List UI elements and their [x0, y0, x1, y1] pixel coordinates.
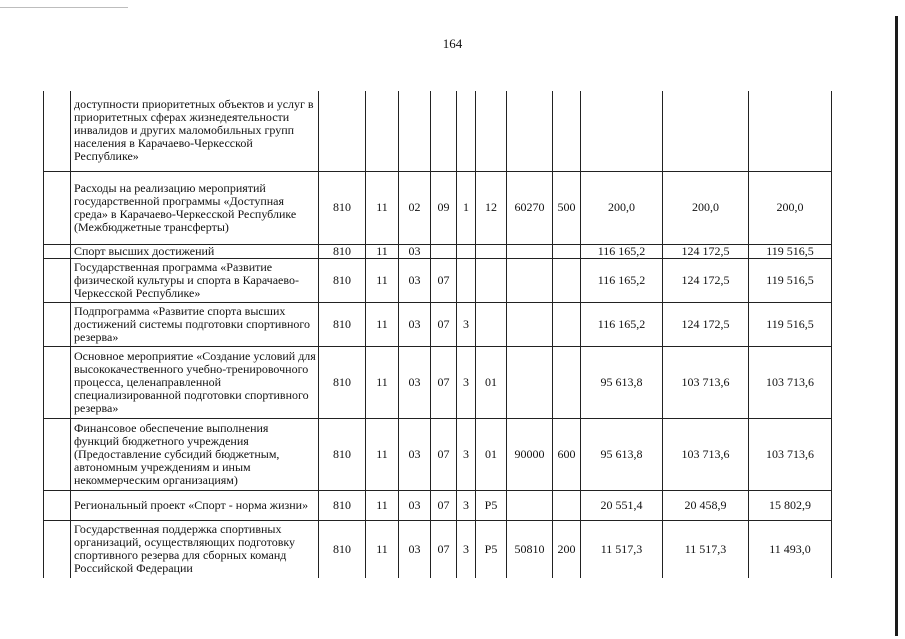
- amount-year-3-cell: 11 493,0: [749, 520, 832, 578]
- scan-artifact-line: [0, 7, 128, 8]
- section-code-cell: 11: [366, 244, 399, 258]
- expense-type-code-cell: 500: [553, 171, 581, 244]
- section-code-cell: 11: [366, 418, 399, 490]
- amount-year-1-cell: 11 517,3: [581, 520, 663, 578]
- expense-name-cell: Государственная программа «Развитие физической культуры и спорта в Карачаево-Черкесской Республике»: [71, 258, 319, 302]
- ministry-code-cell: [319, 91, 366, 171]
- program-code-cell: [431, 91, 457, 171]
- page-number: 164: [442, 36, 463, 51]
- expense-type-code-cell: [553, 302, 581, 346]
- section-code-cell: 11: [366, 302, 399, 346]
- row-number-cell: [44, 171, 71, 244]
- section-code-cell: 11: [366, 346, 399, 418]
- amount-year-2-cell: 11 517,3: [663, 520, 749, 578]
- subsection-code-cell: 03: [399, 520, 431, 578]
- amount-year-3-cell: 119 516,5: [749, 244, 832, 258]
- program-code-cell: 09: [431, 171, 457, 244]
- amount-year-1-cell: [581, 91, 663, 171]
- program-code-cell: 07: [431, 346, 457, 418]
- expense-type-code-cell: [553, 258, 581, 302]
- amount-year-2-cell: 103 713,6: [663, 418, 749, 490]
- table-row: [44, 346, 832, 418]
- subsection-code-cell: 03: [399, 258, 431, 302]
- table-row: [44, 171, 832, 244]
- table-row: [44, 490, 832, 520]
- table-row: [44, 91, 832, 171]
- direction-code-cell: [507, 258, 553, 302]
- ministry-code-cell: 810: [319, 171, 366, 244]
- amount-year-2-cell: 124 172,5: [663, 258, 749, 302]
- amount-year-3-cell: 119 516,5: [749, 302, 832, 346]
- subprogram-code-cell: 3: [457, 418, 476, 490]
- direction-code-cell: [507, 244, 553, 258]
- row-number-cell: [44, 346, 71, 418]
- event-code-cell: 01: [476, 346, 507, 418]
- row-number-cell: [44, 258, 71, 302]
- amount-year-3-cell: [749, 91, 832, 171]
- subprogram-code-cell: 3: [457, 346, 476, 418]
- subprogram-code-cell: 3: [457, 490, 476, 520]
- section-code-cell: [366, 91, 399, 171]
- program-code-cell: [431, 244, 457, 258]
- subprogram-code-cell: [457, 91, 476, 171]
- ministry-code-cell: 810: [319, 520, 366, 578]
- subprogram-code-cell: 3: [457, 520, 476, 578]
- expense-name-cell: доступности приоритетных объектов и услуг в приоритетных сферах жизнедеятельности инвалидов и других маломобильных групп населения в Карачаево-Черкесской Республике»: [71, 91, 319, 171]
- table-row: [44, 302, 832, 346]
- direction-code-cell: 90000: [507, 418, 553, 490]
- subsection-code-cell: 03: [399, 302, 431, 346]
- budget-table: [43, 91, 832, 578]
- ministry-code-cell: 810: [319, 244, 366, 258]
- amount-year-1-cell: 116 165,2: [581, 258, 663, 302]
- expense-type-code-cell: [553, 91, 581, 171]
- amount-year-2-cell: [663, 91, 749, 171]
- amount-year-3-cell: 119 516,5: [749, 258, 832, 302]
- section-code-cell: 11: [366, 171, 399, 244]
- event-code-cell: [476, 302, 507, 346]
- ministry-code-cell: 810: [319, 258, 366, 302]
- amount-year-2-cell: 124 172,5: [663, 244, 749, 258]
- expense-name-cell: Государственная поддержка спортивных организаций, осуществляющих подготовку спортивного резерва для сборных команд Российской Федерации: [71, 520, 319, 578]
- ministry-code-cell: 810: [319, 418, 366, 490]
- expense-type-code-cell: 200: [553, 520, 581, 578]
- direction-code-cell: [507, 490, 553, 520]
- subsection-code-cell: 02: [399, 171, 431, 244]
- amount-year-1-cell: 95 613,8: [581, 418, 663, 490]
- amount-year-1-cell: 116 165,2: [581, 302, 663, 346]
- amount-year-3-cell: 15 802,9: [749, 490, 832, 520]
- expense-type-code-cell: [553, 490, 581, 520]
- subprogram-code-cell: [457, 258, 476, 302]
- amount-year-2-cell: 103 713,6: [663, 346, 749, 418]
- row-number-cell: [44, 91, 71, 171]
- event-code-cell: P5: [476, 490, 507, 520]
- direction-code-cell: [507, 346, 553, 418]
- ministry-code-cell: 810: [319, 490, 366, 520]
- ministry-code-cell: 810: [319, 302, 366, 346]
- subprogram-code-cell: [457, 244, 476, 258]
- expense-name-cell: Финансовое обеспечение выполнения функций бюджетного учреждения (Предоставление субсидий бюджетным, автономным учреждениям и иным некоммерческим организациям): [71, 418, 319, 490]
- amount-year-1-cell: 200,0: [581, 171, 663, 244]
- program-code-cell: 07: [431, 302, 457, 346]
- direction-code-cell: 60270: [507, 171, 553, 244]
- amount-year-3-cell: 200,0: [749, 171, 832, 244]
- subprogram-code-cell: 1: [457, 171, 476, 244]
- amount-year-2-cell: 20 458,9: [663, 490, 749, 520]
- subsection-code-cell: 03: [399, 346, 431, 418]
- expense-name-cell: Основное мероприятие «Создание условий для высококачественного учебно-тренировочного процесса, целенаправленной специализированной подготовки спортивного резерва»: [71, 346, 319, 418]
- subsection-code-cell: 03: [399, 244, 431, 258]
- row-number-cell: [44, 490, 71, 520]
- event-code-cell: 01: [476, 418, 507, 490]
- event-code-cell: [476, 91, 507, 171]
- amount-year-2-cell: 124 172,5: [663, 302, 749, 346]
- scan-edge-shadow: [895, 16, 898, 636]
- direction-code-cell: [507, 302, 553, 346]
- subsection-code-cell: 03: [399, 490, 431, 520]
- event-code-cell: [476, 258, 507, 302]
- amount-year-1-cell: 20 551,4: [581, 490, 663, 520]
- amount-year-1-cell: 95 613,8: [581, 346, 663, 418]
- expense-type-code-cell: [553, 346, 581, 418]
- amount-year-3-cell: 103 713,6: [749, 346, 832, 418]
- expense-name-cell: Расходы на реализацию мероприятий государственной программы «Доступная среда» в Карачаево-Черкесской Республике (Межбюджетные трансферты): [71, 171, 319, 244]
- amount-year-3-cell: 103 713,6: [749, 418, 832, 490]
- table-row: [44, 520, 832, 578]
- direction-code-cell: 50810: [507, 520, 553, 578]
- table-row: [44, 258, 832, 302]
- row-number-cell: [44, 520, 71, 578]
- subprogram-code-cell: 3: [457, 302, 476, 346]
- amount-year-2-cell: 200,0: [663, 171, 749, 244]
- ministry-code-cell: 810: [319, 346, 366, 418]
- program-code-cell: 07: [431, 520, 457, 578]
- row-number-cell: [44, 302, 71, 346]
- section-code-cell: 11: [366, 258, 399, 302]
- row-number-cell: [44, 418, 71, 490]
- subsection-code-cell: 03: [399, 418, 431, 490]
- program-code-cell: 07: [431, 418, 457, 490]
- expense-type-code-cell: [553, 244, 581, 258]
- expense-name-cell: Региональный проект «Спорт - норма жизни»: [71, 490, 319, 520]
- expense-type-code-cell: 600: [553, 418, 581, 490]
- row-number-cell: [44, 244, 71, 258]
- subsection-code-cell: [399, 91, 431, 171]
- event-code-cell: 12: [476, 171, 507, 244]
- event-code-cell: P5: [476, 520, 507, 578]
- section-code-cell: 11: [366, 520, 399, 578]
- expense-name-cell: Спорт высших достижений: [71, 244, 319, 258]
- table-row: [44, 244, 832, 258]
- amount-year-1-cell: 116 165,2: [581, 244, 663, 258]
- program-code-cell: 07: [431, 490, 457, 520]
- section-code-cell: 11: [366, 490, 399, 520]
- table-row: [44, 418, 832, 490]
- expense-name-cell: Подпрограмма «Развитие спорта высших достижений системы подготовки спортивного резерва»: [71, 302, 319, 346]
- direction-code-cell: [507, 91, 553, 171]
- program-code-cell: 07: [431, 258, 457, 302]
- event-code-cell: [476, 244, 507, 258]
